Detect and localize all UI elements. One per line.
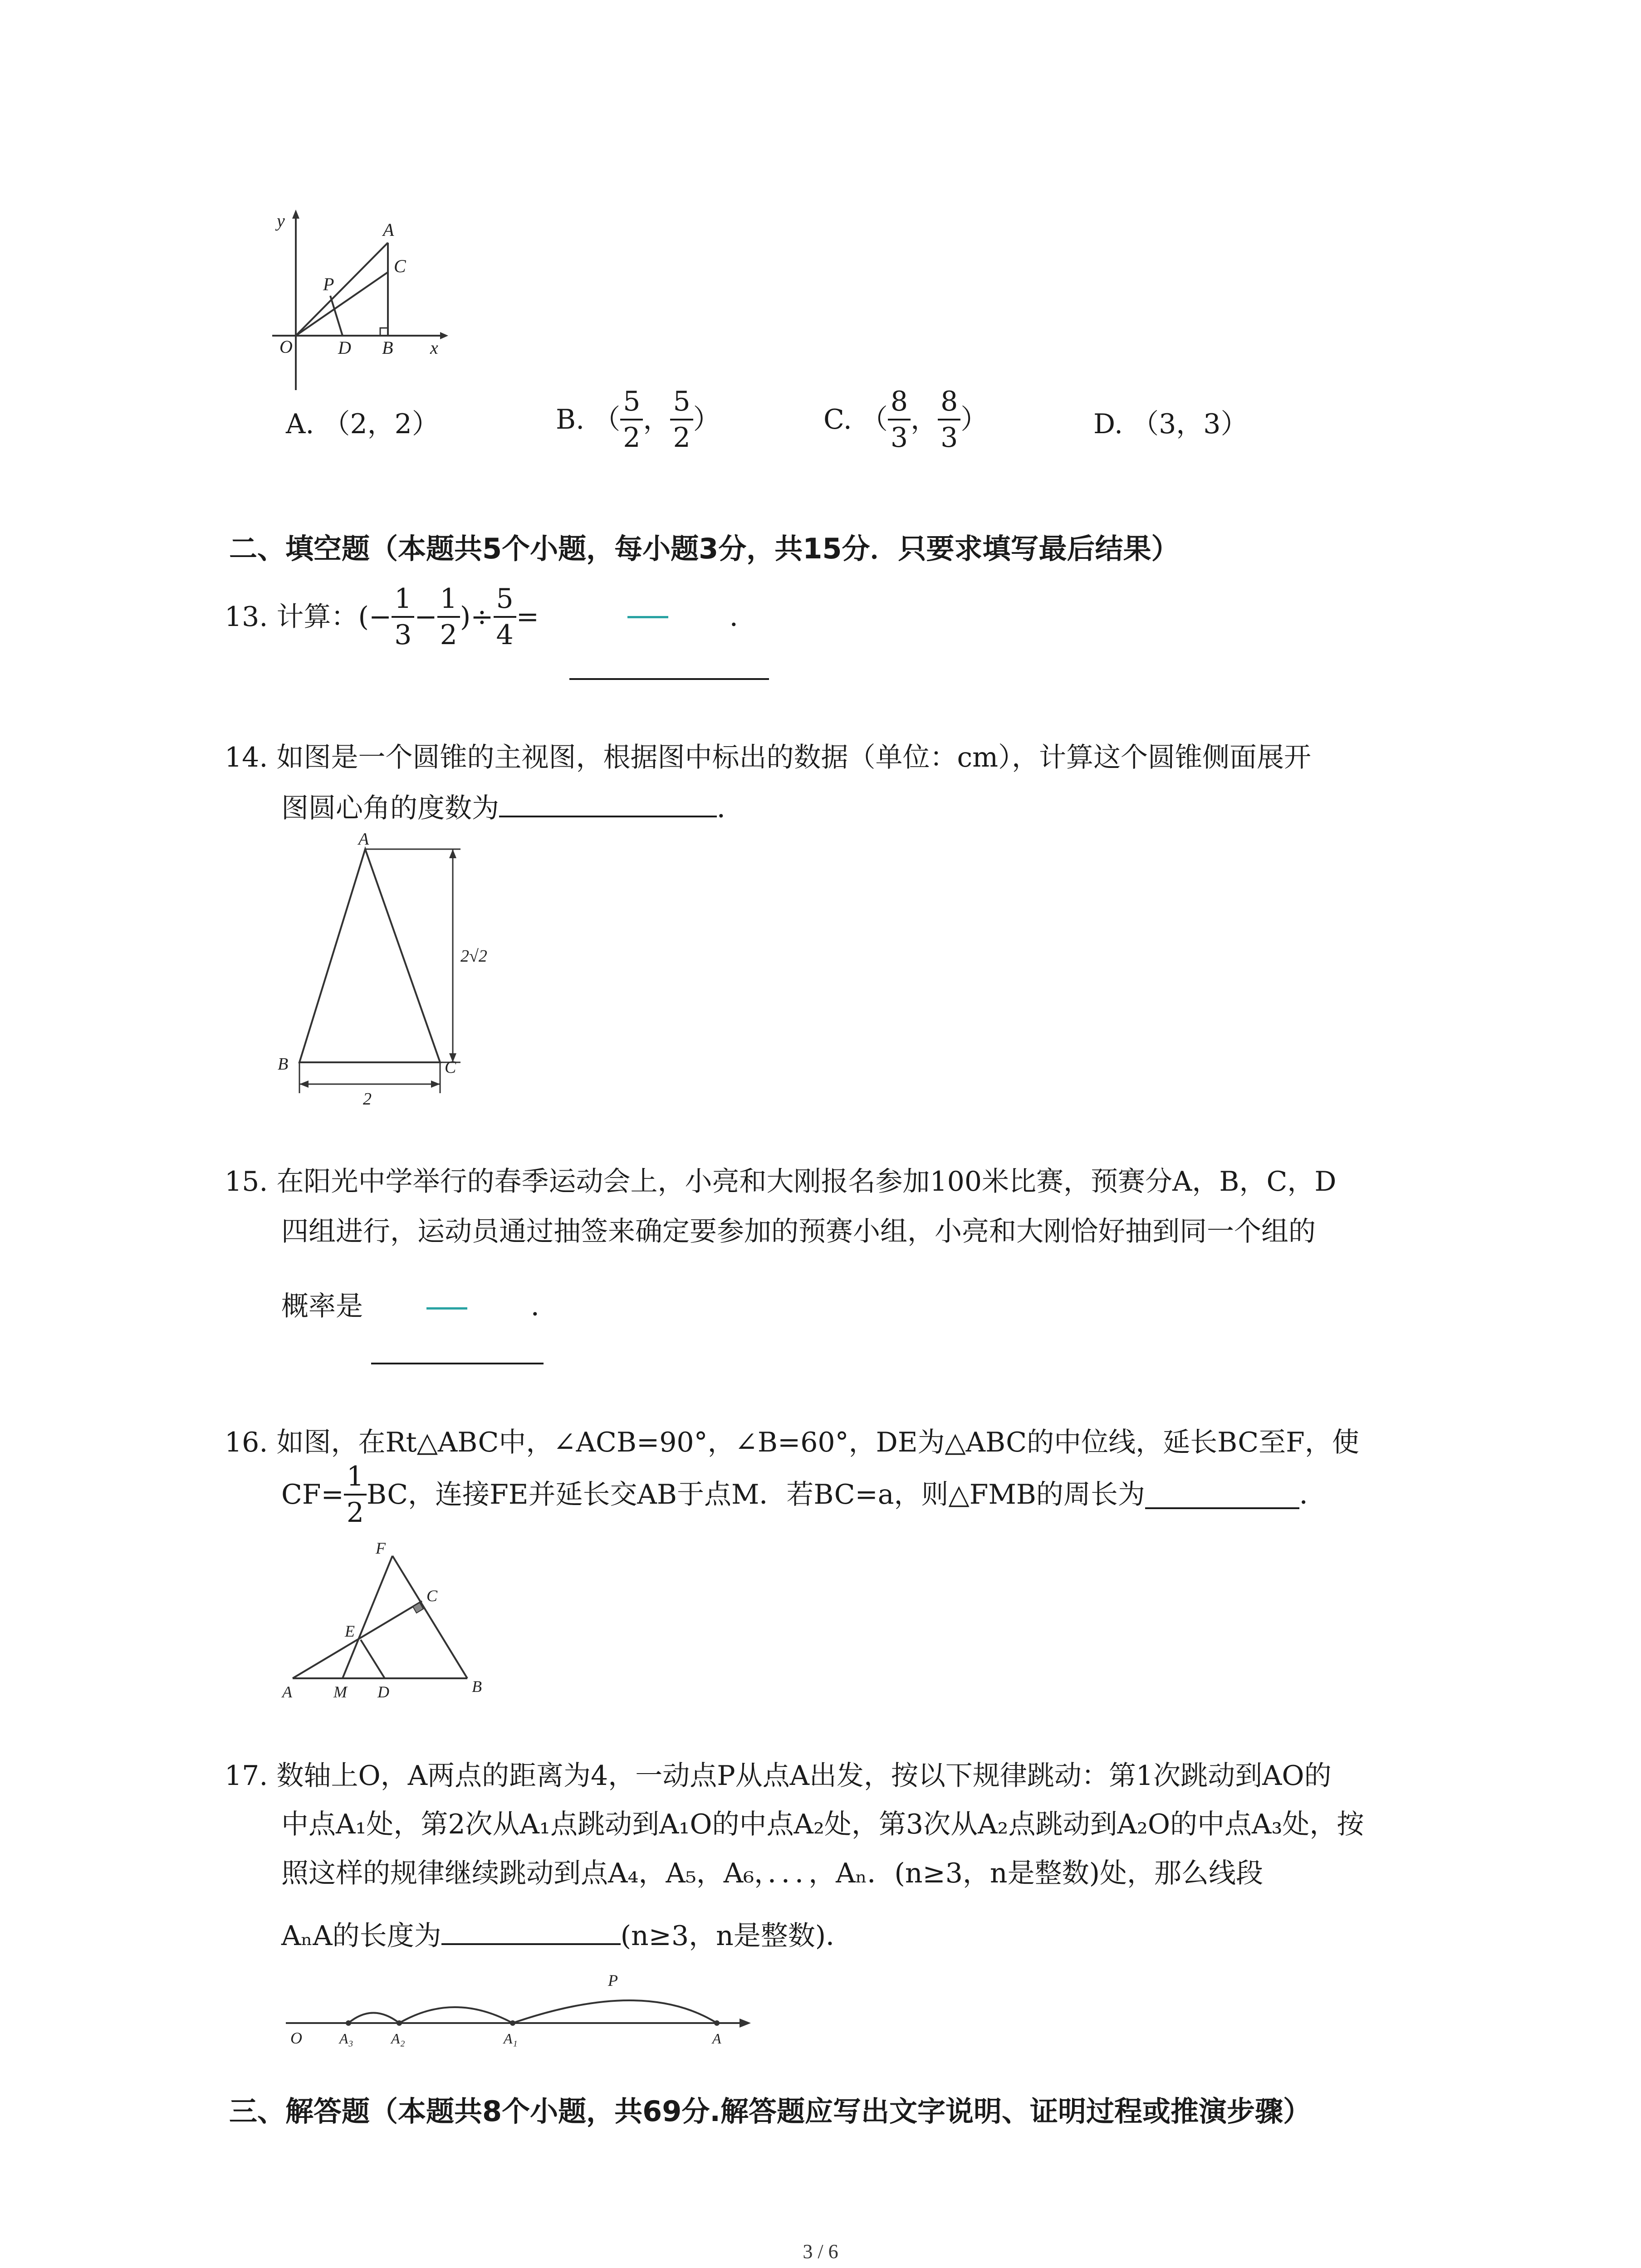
q13-answer-blank[interactable] bbox=[569, 678, 769, 680]
question-14-line1: 14. 如图是一个圆锥的主视图，根据图中标出的数据（单位：cm），计算这个圆锥侧面展开 bbox=[225, 742, 1311, 773]
question-15-line1: 15. 在阳光中学举行的春季运动会上，小亮和大刚报名参加100米比赛，预赛分A，B，C，D bbox=[225, 1166, 1337, 1198]
option-c: C. （ $\frac{8}{3}$ ， $\frac{8}{3}$ ） bbox=[823, 386, 988, 454]
cone-height-label: 2√2 bbox=[460, 947, 487, 966]
question-14-line2: 图圆心角的度数为 ． bbox=[281, 792, 744, 824]
page-number: 3 / 6 bbox=[803, 2240, 838, 2263]
question-15-line3: 概率是 ． bbox=[281, 1290, 558, 1322]
question-13: 13. 计算： (− $\frac{1}{3}$ − $\frac{1}{2}$ )÷ $\frac{5}{4}$ = ． bbox=[225, 583, 757, 651]
point-a-label: A bbox=[282, 1683, 292, 1701]
cone-apex-a-label: A bbox=[358, 830, 369, 849]
question-15-line2: 四组进行，运动员通过抽签来确定要参加的预赛小组，小亮和大刚恰好抽到同一个组的 bbox=[281, 1216, 1316, 1247]
point-p-label: P bbox=[608, 1971, 618, 1989]
q16-answer-blank[interactable] bbox=[1145, 1480, 1299, 1509]
number-line-figure bbox=[272, 1960, 762, 2050]
cone-b-label: B bbox=[278, 1055, 289, 1074]
triangle-figure bbox=[272, 1533, 508, 1715]
option-d: D. （3，3） bbox=[1093, 408, 1248, 440]
point-a-label: A bbox=[712, 2030, 721, 2047]
q15-answer-blank[interactable] bbox=[371, 1363, 544, 1364]
point-a1-label: A₁ bbox=[504, 2030, 518, 2047]
question-17-line2: 中点A₁处，第2次从A₁点跳动到A₁O的中点A₂处，第3次从A₂点跳动到A₂O的中点A₃处，按 bbox=[281, 1809, 1364, 1840]
point-a3-label: A₃ bbox=[339, 2030, 353, 2047]
answer-mark bbox=[426, 1307, 467, 1310]
point-e-label: E bbox=[345, 1622, 355, 1640]
question-17-line1: 17. 数轴上O，A两点的距离为4，一动点P从点A出发，按以下规律跳动：第1次跳动到AO的 bbox=[225, 1760, 1332, 1792]
answer-mark bbox=[627, 616, 668, 618]
section-2-heading: 二、填空题（本题共5个小题，每小题3分，共15分．只要求填写最后结果） bbox=[229, 532, 1180, 565]
question-16-line2: CF= $\frac{1}{2}$ BC，连接FE并延长交AB于点M．若BC=a，则△FMB的周长为 ． bbox=[281, 1461, 1327, 1529]
point-a2-label: A₂ bbox=[391, 2030, 405, 2047]
coordinate-figure bbox=[263, 209, 463, 404]
option-a: A. （2，2） bbox=[286, 408, 439, 440]
point-b-label: B bbox=[382, 337, 393, 358]
axis-x-label: x bbox=[430, 337, 438, 358]
question-17-line4: AₙA的长度为 (n≥3，n是整数)． bbox=[281, 1920, 853, 1952]
q14-answer-blank[interactable] bbox=[499, 816, 717, 817]
point-o-label: O bbox=[279, 337, 293, 357]
point-a-label: A bbox=[383, 220, 394, 240]
question-17-line3: 照这样的规律继续跳动到点A₄，A₅，A₆，．．．，Aₙ．(n≥3，n是整数)处，那么线段 bbox=[281, 1857, 1263, 1889]
section-3-heading: 三、解答题（本题共8个小题，共69分.解答题应写出文字说明、证明过程或推演步骤） bbox=[229, 2095, 1311, 2128]
point-m-label: M bbox=[333, 1683, 347, 1701]
point-d-label: D bbox=[338, 337, 351, 358]
cone-base-label: 2 bbox=[363, 1090, 372, 1107]
axis-y-label: y bbox=[277, 210, 285, 231]
q17-answer-blank[interactable] bbox=[441, 1943, 621, 1945]
cone-c-label: C bbox=[445, 1058, 456, 1077]
point-o-label: O bbox=[290, 2029, 302, 2047]
cone-front-view-figure bbox=[268, 826, 522, 1107]
point-c-label: C bbox=[426, 1587, 438, 1605]
point-d-label: D bbox=[377, 1683, 389, 1701]
point-b-label: B bbox=[472, 1677, 482, 1696]
option-b: B. （ $\frac{5}{2}$ ， $\frac{5}{2}$ ） bbox=[556, 386, 720, 454]
point-c-label: C bbox=[394, 256, 406, 276]
point-f-label: F bbox=[376, 1539, 386, 1557]
point-p-label: P bbox=[323, 274, 334, 294]
question-16-line1: 16. 如图，在Rt△ABC中，∠ACB=90°，∠B=60°，DE为△ABC的中位线，延长BC至F，使 bbox=[225, 1427, 1359, 1458]
